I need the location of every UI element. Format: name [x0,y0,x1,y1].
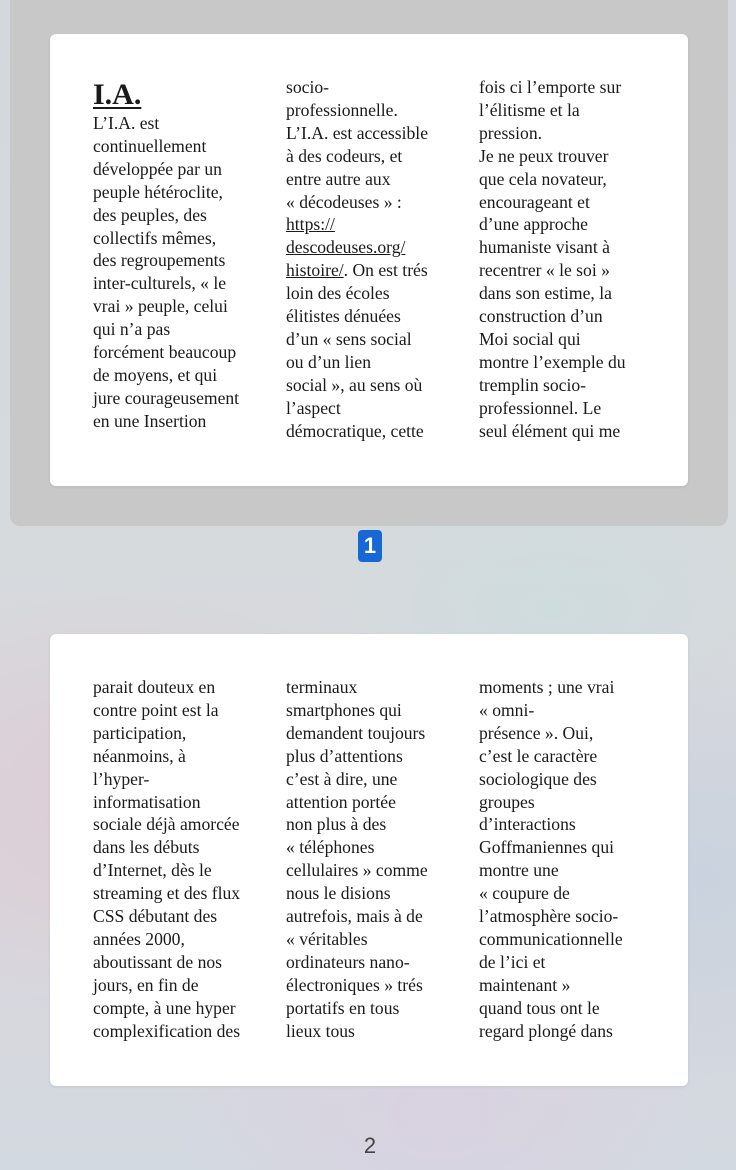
text-line: quand tous ont le [479,997,600,1018]
text-line: d’Internet, dès le [93,860,212,881]
text-line: présence ». Oui, [479,722,594,743]
text-line: néanmoins, à [93,745,186,766]
text-line: d’une approche [479,214,588,235]
page-1 [50,34,688,486]
text-line: recentrer « le soi » [479,260,610,281]
text-line: CSS débutant des [93,906,218,927]
text-line: terminaux [286,677,358,697]
text-line: en une Insertion [93,410,207,431]
text-line: moments ; une vrai [479,677,615,697]
text-line: professionnelle. [286,99,398,120]
text-line: années 2000, [93,928,185,949]
text-line: « omni- [479,699,535,720]
text-line: entre autre aux [286,168,391,189]
text-line: sociale déjà amorcée [93,814,240,835]
text-line: l’hyper- [93,768,150,789]
text-line: aboutissant de nos [93,951,223,972]
page-2-column-1 [93,676,265,1043]
text-line: dans son estime, la [479,283,612,304]
text-line: sociologique des [479,768,597,789]
hyperlink-line-2[interactable] [286,236,458,259]
text-line: démocratique, cette [286,420,424,441]
text-line: de moyens, et qui [93,364,218,385]
text-line: montre l’exemple du [479,351,626,372]
text-line: professionnel. Le [479,397,602,418]
text-line: maintenant » [479,974,571,995]
text-line: groupes [479,791,535,812]
text-line: c’est à dire, une [286,768,398,789]
text-line: portatifs en tous [286,997,400,1018]
page-1-column-2 [286,76,458,443]
descodeuses-link-part-3[interactable]: histoire/ [286,260,344,281]
text-line: électroniques » trés [286,974,423,995]
hyperlink-line-3 [286,259,458,282]
text-line: demandent toujours [286,722,426,743]
text-line: de l’ici et [479,951,546,972]
text-line: plus d’attentions [286,745,403,766]
text-line: montre une [479,860,559,881]
text-line: compte, à une hyper [93,997,236,1018]
page-2 [50,634,688,1086]
text-line: cellulaires » comme [286,860,428,881]
text-line: élitistes dénuées [286,306,401,327]
text-line: non plus à des [286,814,387,835]
text-line: des regroupements [93,250,226,271]
text-line: contre point est la [93,699,219,720]
text-line: social », au sens où [286,374,423,395]
text-line: humaniste visant à [479,237,610,258]
text-line: vrai » peuple, celui [93,296,228,317]
text-line: forcément beaucoup [93,342,237,363]
current-page-badge[interactable]: 1 [358,530,382,562]
text-line: regard plongé dans [479,1020,613,1041]
page-1-column-3 [479,76,651,443]
text-line: continuellement [93,135,207,156]
text-line: loin des écoles [286,283,390,304]
page-number-2[interactable]: 2 [363,1133,377,1158]
text-line: Je ne peux trouver [479,145,609,166]
page-2-column-2 [286,676,458,1043]
text-line: seul élément qui me [479,420,621,441]
text-line: l’élitisme et la [479,99,580,120]
text-line: l’atmosphère socio- [479,906,619,927]
text-line: Moi social qui [479,328,581,349]
text-line: c’est le caractère [479,745,598,766]
descodeuses-link-part-1[interactable]: https:// [286,214,335,235]
text-line: qui n’a pas [93,319,171,340]
text-line: « téléphones [286,837,375,858]
text-fragment: . On est trés [343,260,428,281]
text-line: ou d’un lien [286,351,372,372]
text-line: l’aspect [286,397,341,418]
text-line: smartphones qui [286,699,402,720]
page-2-column-3 [479,676,651,1043]
text-line: tremplin socio- [479,374,587,395]
text-line: construction d’un [479,306,603,327]
text-line: lieux tous [286,1020,355,1041]
text-line: ordinateurs nano- [286,951,410,972]
text-line: à des codeurs, et [286,145,403,166]
text-line: dans les débuts [93,837,200,858]
text-line: que cela novateur, [479,168,607,189]
text-line: « coupure de [479,883,570,904]
text-line: informatisation [93,791,201,812]
descodeuses-link-part-2[interactable]: descodeuses.org/ [286,237,406,258]
text-line: d’un « sens social [286,328,412,349]
page-1-column-1 [93,78,265,433]
text-line: encourageant et [479,191,590,212]
text-line: peuple hétéroclite, [93,181,223,202]
text-line: des peuples, des [93,204,207,225]
text-line: parait douteux en [93,677,216,697]
text-line: autrefois, mais à de [286,906,423,927]
text-line: communicationnelle [479,928,623,949]
text-line: Goffmaniennes qui [479,837,615,858]
document-title: I.A. [93,78,142,111]
text-line: pression. [479,122,543,143]
text-line: fois ci l’emporte sur [479,77,622,97]
text-line: développée par un [93,158,222,179]
text-line: L’I.A. est accessible [286,122,429,143]
hyperlink-line-1[interactable] [286,213,458,236]
text-line: L’I.A. est [93,113,160,133]
text-line: « véritables [286,928,368,949]
text-line: d’interactions [479,814,576,835]
text-line: participation, [93,722,187,743]
text-line: « décodeuses » : [286,191,402,212]
text-line: nous le disions [286,883,391,904]
text-line: streaming et des flux [93,883,241,904]
text-line: collectifs mêmes, [93,227,217,248]
text-line: attention portée [286,791,396,812]
text-line: jure courageusement [93,387,240,408]
text-line: inter-culturels, « le [93,273,227,294]
text-line: socio- [286,77,329,97]
text-line: jours, en fin de [93,974,199,995]
text-line: complexification des [93,1020,241,1041]
